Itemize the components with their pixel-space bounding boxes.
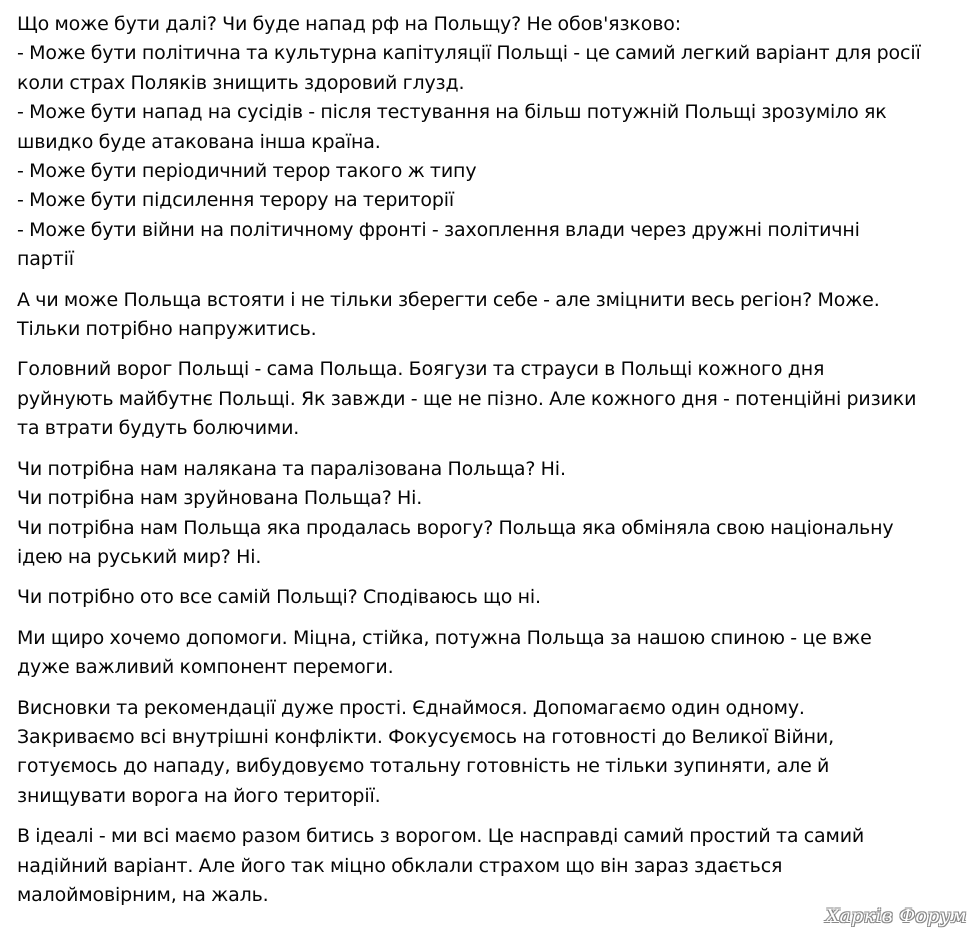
paragraph	[17, 455, 967, 573]
paragraph	[17, 624, 967, 683]
text-line: Закриваємо всі внутрішні конфлікти. Фокусуємось на готовності до Великої Війни,	[17, 725, 834, 748]
text-line: Що може бути далі? Чи буде напад рф на Польщу? Не обов'язково:	[17, 13, 681, 35]
watermark: Харків Форум	[825, 905, 967, 927]
text-line: Чи потрібна нам зруйнована Польща? Ні.	[17, 487, 423, 510]
text-line: надійний варіант. Але його так міцно обклали страхом що він зараз здається	[17, 854, 783, 877]
text-line: коли страх Поляків знищить здоровий глузд.	[17, 71, 465, 94]
text-line: Чи потрібно ото все самій Польщі? Сподіваюсь що ні.	[17, 586, 541, 609]
paragraph	[17, 822, 967, 910]
text-line: Головний ворог Польщі - сама Польща. Боягузи та страуси в Польщі кожного дня	[17, 358, 825, 381]
text-line: Чи потрібна нам Польща яка продалась ворогу? Польща яка обміняла свою національну	[17, 516, 894, 539]
paragraph	[17, 694, 967, 812]
text-line: - Може бути підсилення терору на території	[17, 189, 455, 212]
text-line: - Може бути періодичний терор такого ж типу	[17, 160, 477, 183]
paragraph	[17, 355, 967, 443]
text-line: А чи може Польща встояти і не тільки зберегти себе - але зміцнити весь регіон? Може.	[17, 288, 880, 311]
post-body	[17, 10, 967, 921]
text-line: руйнують майбутнє Польщі. Як завжди - ще не пізно. Але кожного дня - потенційні ризики	[17, 387, 917, 410]
text-line: дуже важливий компонент перемоги.	[17, 656, 394, 679]
paragraph	[17, 583, 967, 612]
text-line: Чи потрібна нам налякана та паралізована Польща? Ні.	[17, 457, 566, 480]
text-line: та втрати будуть болючими.	[17, 417, 300, 440]
text-line: - Може бути напад на сусідів - після тестування на більш потужній Польщі зрозуміло як	[17, 101, 887, 124]
text-line: Тільки потрібно напружитись.	[17, 318, 317, 341]
text-line: - Може бути війни на політичному фронті - захоплення влади через дружні політичні	[17, 218, 860, 241]
text-line: швидко буде атакована інша країна.	[17, 130, 381, 153]
text-line: Ми щиро хочемо допомоги. Міцна, стійка, потужна Польща за нашою спиною - це вже	[17, 626, 872, 649]
text-line: малоймовірним, на жаль.	[17, 883, 269, 906]
text-line: готуємось до нападу, вибудовуємо тотальну готовність не тільки зупиняти, але й	[17, 755, 830, 778]
text-line: - Може бути політична та культурна капітуляції Польщі - це самий легкий варіант для росії	[17, 42, 921, 65]
text-line: В ідеалі - ми всі маємо разом битись з ворогом. Це насправді самий простий та самий	[17, 825, 865, 848]
paragraph	[17, 286, 967, 345]
text-line: ідею на руський мир? Ні.	[17, 545, 262, 568]
paragraph	[17, 10, 967, 275]
text-line: Висновки та рекомендації дуже прості. Єднаймося. Допомагаємо один одному.	[17, 696, 805, 719]
text-line: знищувати ворога на його території.	[17, 784, 381, 807]
text-line: партії	[17, 248, 74, 271]
